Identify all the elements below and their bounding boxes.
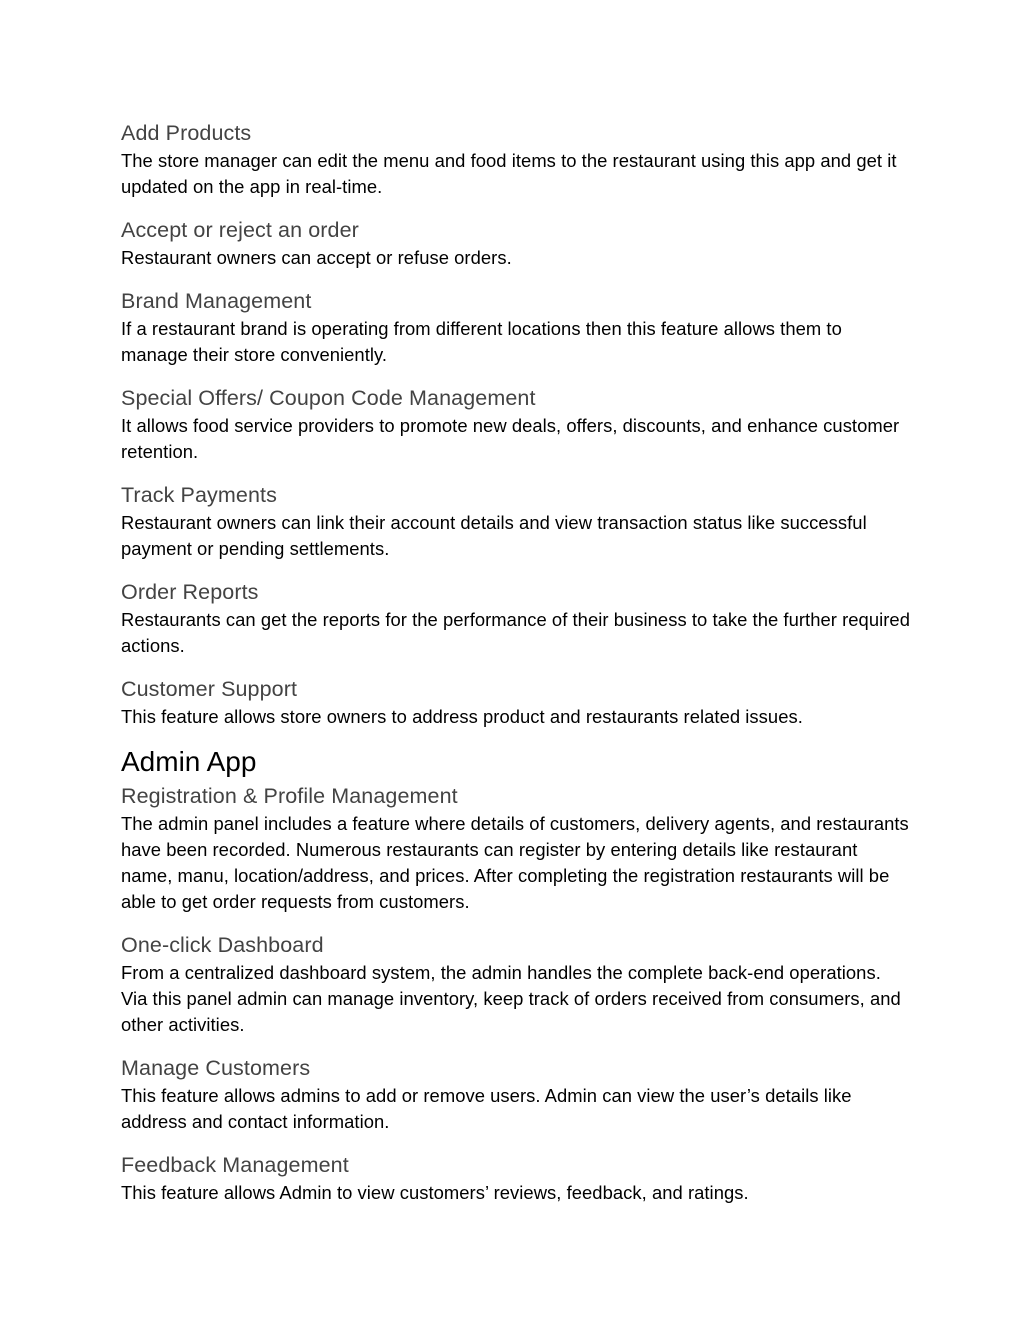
section-title: Order Reports — [121, 580, 259, 604]
admin-app-heading: Admin App — [121, 746, 257, 777]
section-body: Restaurant owners can link their account details and view transaction status like successful payment or pending settlements. — [121, 512, 867, 559]
section-body: The store manager can edit the menu and food items to the restaurant using this app and get it updated on the app in real-time. — [121, 150, 897, 197]
section-body: This feature allows admins to add or remove users. Admin can view the user’s details like address and contact information. — [121, 1085, 852, 1132]
section-body: The admin panel includes a feature where details of customers, delivery agents, and restaurants have been recorded. Numerous restaurants can register by entering details like restaurant name, manu, location/address, and prices. After completing the registration restaurants will be able to get order requests from customers. — [121, 813, 909, 912]
section-title: Customer Support — [121, 677, 298, 701]
section-feedback-management — [121, 1150, 911, 1206]
section-body: This feature allows store owners to address product and restaurants related issues. — [121, 706, 803, 727]
section-brand-management — [121, 286, 911, 368]
section-body: From a centralized dashboard system, the admin handles the complete back-end operations. Via this panel admin can manage inventory, keep track of orders received from consumers, and other activities. — [121, 962, 901, 1035]
section-title: One-click Dashboard — [121, 933, 324, 957]
section-title: Accept or reject an order — [121, 218, 359, 242]
section-body: If a restaurant brand is operating from different locations then this feature allows them to manage their store conveniently. — [121, 318, 842, 365]
section-track-payments — [121, 480, 911, 562]
section-body: This feature allows Admin to view customers’ reviews, feedback, and ratings. — [121, 1182, 749, 1203]
section-title: Special Offers/ Coupon Code Management — [121, 386, 536, 410]
section-accept-reject-order — [121, 215, 911, 271]
section-body: It allows food service providers to promote new deals, offers, discounts, and enhance customer retention. — [121, 415, 900, 462]
section-title: Track Payments — [121, 483, 277, 507]
section-title: Feedback Management — [121, 1153, 349, 1177]
document-page — [121, 118, 911, 1221]
section-title: Brand Management — [121, 289, 312, 313]
section-title: Registration & Profile Management — [121, 784, 458, 808]
section-order-reports — [121, 577, 911, 659]
section-one-click-dashboard — [121, 930, 911, 1038]
section-title: Manage Customers — [121, 1056, 311, 1080]
section-body: Restaurant owners can accept or refuse orders. — [121, 247, 512, 268]
section-body: Restaurants can get the reports for the performance of their business to take the further required actions. — [121, 609, 910, 656]
section-registration-profile — [121, 781, 911, 915]
section-customer-support — [121, 674, 911, 730]
section-title: Add Products — [121, 121, 252, 145]
section-add-products — [121, 118, 911, 200]
section-manage-customers — [121, 1053, 911, 1135]
section-special-offers — [121, 383, 911, 465]
